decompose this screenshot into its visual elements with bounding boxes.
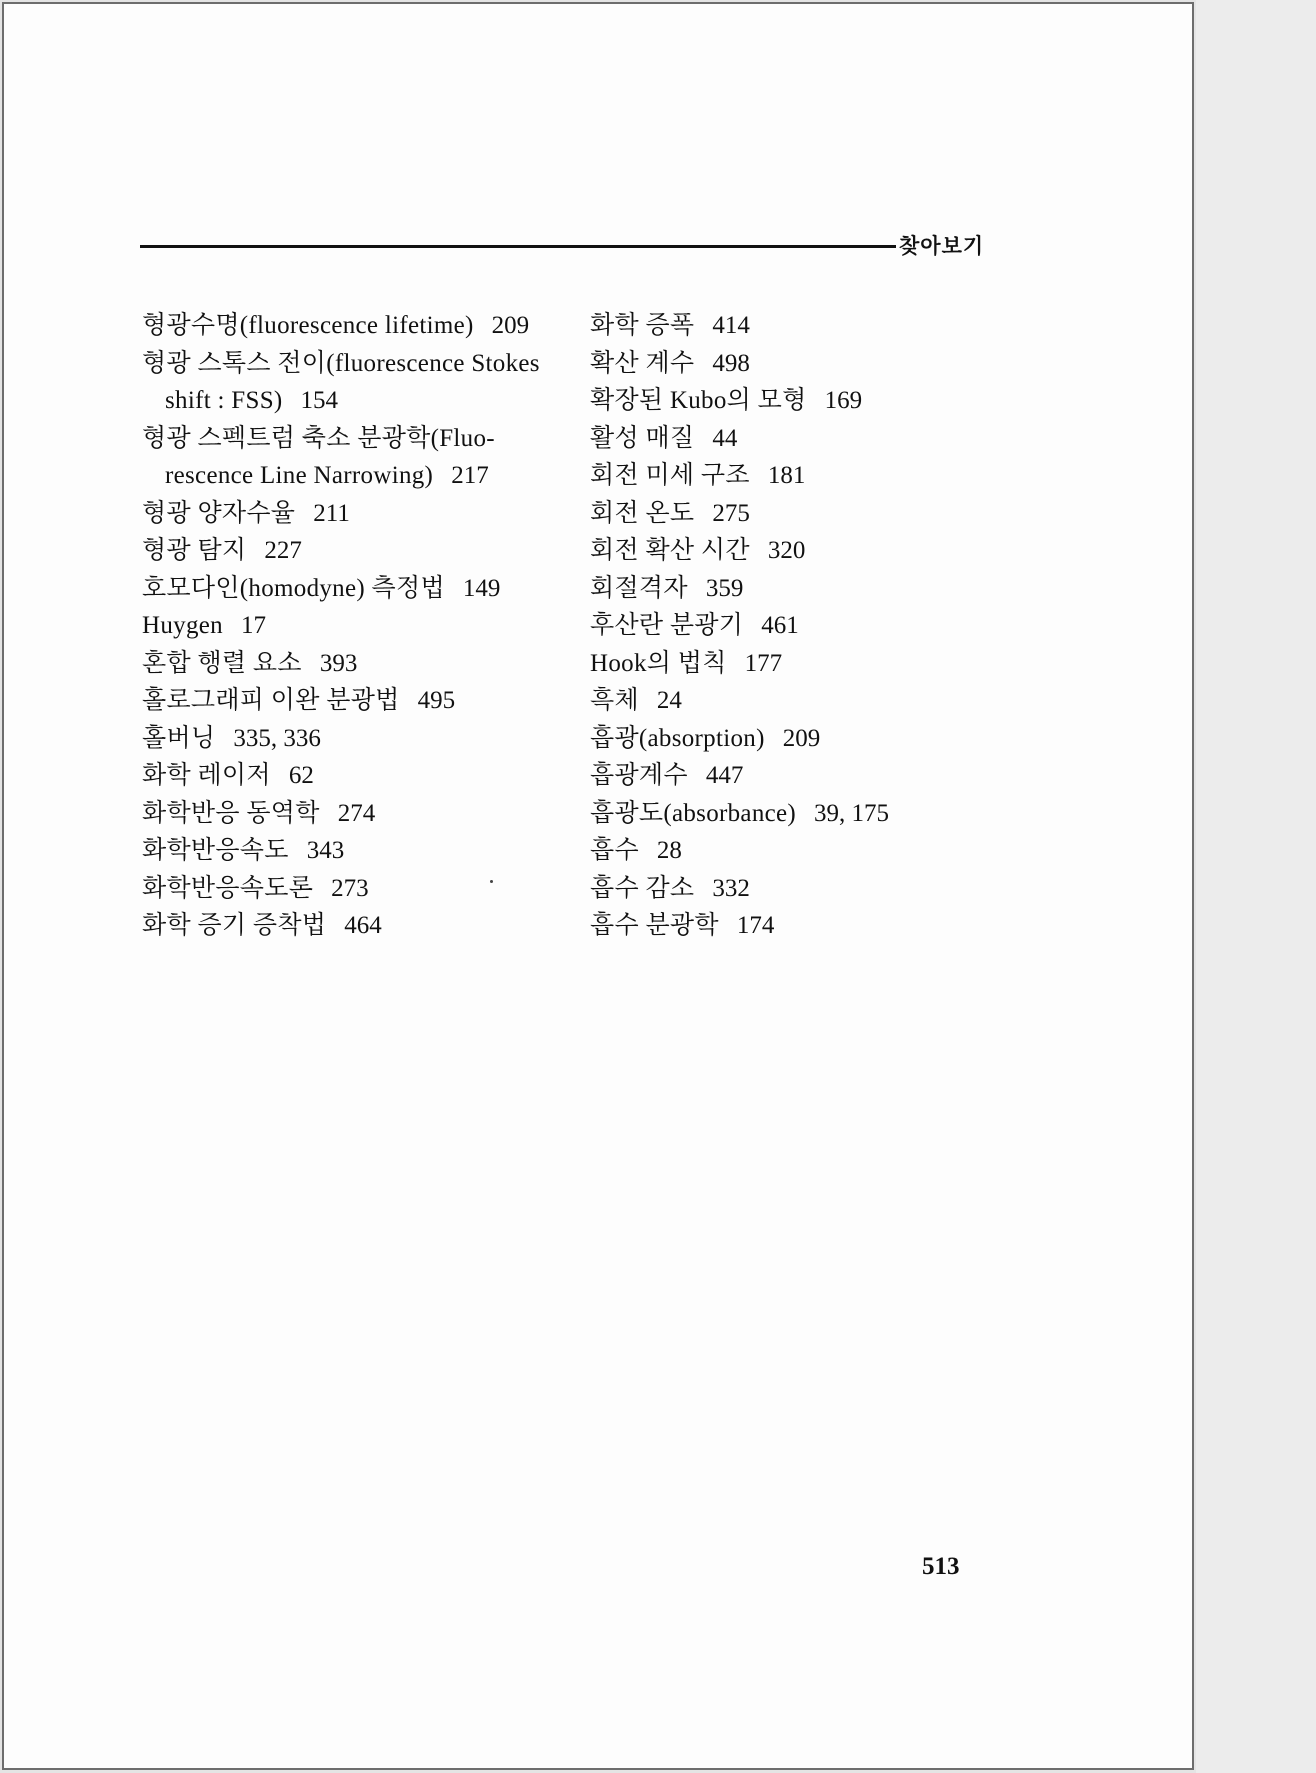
index-entry xyxy=(590,720,889,758)
index-page-ref: 177 xyxy=(744,649,783,677)
index-term: 회전 온도 xyxy=(590,499,695,527)
index-page-ref: 39, 175 xyxy=(814,799,890,827)
index-term: 회전 미세 구조 xyxy=(590,462,750,489)
index-entry xyxy=(590,645,889,683)
index-entry xyxy=(142,607,540,645)
index-term: 화학반응 동역학 xyxy=(142,799,320,827)
index-page-ref: 498 xyxy=(712,349,750,377)
index-page-ref: 343 xyxy=(306,837,345,864)
index-entry xyxy=(590,457,889,495)
index-term: 후산란 분광기 xyxy=(590,612,744,639)
index-entry xyxy=(142,682,540,720)
index-term: 화학반응속도 xyxy=(142,837,289,864)
index-term: 형광 탐지 xyxy=(142,537,247,564)
index-page-ref: 332 xyxy=(712,874,750,902)
index-page-ref: 169 xyxy=(824,387,863,414)
index-page-ref: 274 xyxy=(337,799,376,827)
index-entry xyxy=(590,495,889,533)
index-entry xyxy=(142,720,540,758)
index-term: 홀버닝 xyxy=(142,724,216,752)
page-number: 513 xyxy=(922,1553,960,1580)
index-term: 혼합 행렬 요소 xyxy=(142,649,302,677)
index-page-ref: 495 xyxy=(417,687,456,714)
index-term: 흡수 xyxy=(590,837,639,864)
index-term: 흡광도(absorbance) xyxy=(590,799,797,827)
index-term: rescence Line Narrowing) xyxy=(165,462,434,489)
index-page-ref: 209 xyxy=(782,724,821,752)
index-entry xyxy=(590,870,889,908)
index-entry xyxy=(142,907,540,945)
index-entry xyxy=(590,907,889,945)
index-column-right xyxy=(590,307,889,945)
index-term: 회전 확산 시간 xyxy=(590,537,750,564)
index-page-ref: 149 xyxy=(462,574,501,602)
index-term: 확산 계수 xyxy=(590,349,695,377)
index-entry xyxy=(142,870,540,908)
index-term: 화학 레이저 xyxy=(142,762,271,789)
index-entry xyxy=(590,345,889,383)
index-entry xyxy=(142,757,540,795)
index-page-ref: 174 xyxy=(736,912,775,939)
index-entry-continuation xyxy=(142,457,540,495)
index-entry xyxy=(142,495,540,533)
index-page-ref: 24 xyxy=(656,687,682,714)
index-page-ref: 154 xyxy=(300,387,339,414)
index-page-ref: 227 xyxy=(264,537,302,564)
index-entry xyxy=(590,420,889,458)
index-page-ref: 44 xyxy=(712,424,738,452)
index-page-ref: 414 xyxy=(712,312,750,339)
index-page-ref: 209 xyxy=(491,312,530,339)
index-term: shift : FSS) xyxy=(165,387,283,414)
index-entry xyxy=(142,570,540,608)
index-entry xyxy=(590,757,889,795)
index-term: 회절격자 xyxy=(590,574,688,602)
index-entry xyxy=(590,307,889,345)
index-term: Huygen xyxy=(142,612,223,639)
index-term: 형광 양자수율 xyxy=(142,499,296,527)
index-term: 흡수 감소 xyxy=(590,874,695,902)
index-term: 형광수명(fluorescence lifetime) xyxy=(142,312,474,339)
index-entry xyxy=(142,307,540,345)
index-term: 확장된 Kubo의 모형 xyxy=(590,387,807,414)
index-entry xyxy=(590,607,889,645)
index-entry xyxy=(590,832,889,870)
index-page-ref: 273 xyxy=(331,874,369,902)
index-entry-continuation xyxy=(142,382,540,420)
index-page-ref: 464 xyxy=(344,912,382,939)
index-entry xyxy=(590,570,889,608)
index-page-ref: 335, 336 xyxy=(233,724,321,752)
index-entry xyxy=(590,795,889,833)
index-entry xyxy=(142,795,540,833)
index-page-ref: 320 xyxy=(767,537,806,564)
index-term: 흡광(absorption) xyxy=(590,724,765,752)
index-page-ref: 359 xyxy=(705,574,744,602)
index-entry xyxy=(590,532,889,570)
index-entry xyxy=(142,645,540,683)
index-entry xyxy=(142,345,540,383)
index-term: 흡수 분광학 xyxy=(590,912,719,939)
print-speck xyxy=(490,880,493,883)
index-page-ref: 217 xyxy=(451,462,489,489)
index-page-ref: 28 xyxy=(656,837,682,864)
index-term: 화학 증기 증착법 xyxy=(142,912,327,939)
index-term: 호모다인(homodyne) 측정법 xyxy=(142,574,445,602)
index-page-ref: 181 xyxy=(767,462,806,489)
index-entry xyxy=(142,532,540,570)
book-page xyxy=(2,2,1194,1770)
index-page-ref: 447 xyxy=(705,762,744,789)
index-entry xyxy=(142,420,540,458)
scan-margin xyxy=(1196,0,1316,1773)
index-page-ref: 275 xyxy=(712,499,750,527)
index-term: 흑체 xyxy=(590,687,639,714)
index-term: 형광 스톡스 전이(fluorescence Stokes xyxy=(142,349,540,377)
index-page-ref: 17 xyxy=(240,612,266,639)
index-term: 화학반응속도론 xyxy=(142,874,314,902)
index-entry xyxy=(590,682,889,720)
index-page-ref: 211 xyxy=(313,499,350,527)
index-term: 형광 스펙트럼 축소 분광학(Fluo- xyxy=(142,424,495,452)
index-column-left xyxy=(142,307,540,945)
running-header-title: 찾아보기 xyxy=(899,234,985,258)
index-term: 홀로그래피 이완 분광법 xyxy=(142,687,400,714)
index-term: Hook의 법칙 xyxy=(590,649,727,677)
index-page-ref: 393 xyxy=(319,649,358,677)
index-entry xyxy=(590,382,889,420)
index-term: 활성 매질 xyxy=(590,424,695,452)
header-rule xyxy=(140,245,896,248)
index-page-ref: 461 xyxy=(761,612,799,639)
index-term: 화학 증폭 xyxy=(590,312,695,339)
index-page-ref: 62 xyxy=(288,762,314,789)
index-term: 흡광계수 xyxy=(590,762,688,789)
index-entry xyxy=(142,832,540,870)
